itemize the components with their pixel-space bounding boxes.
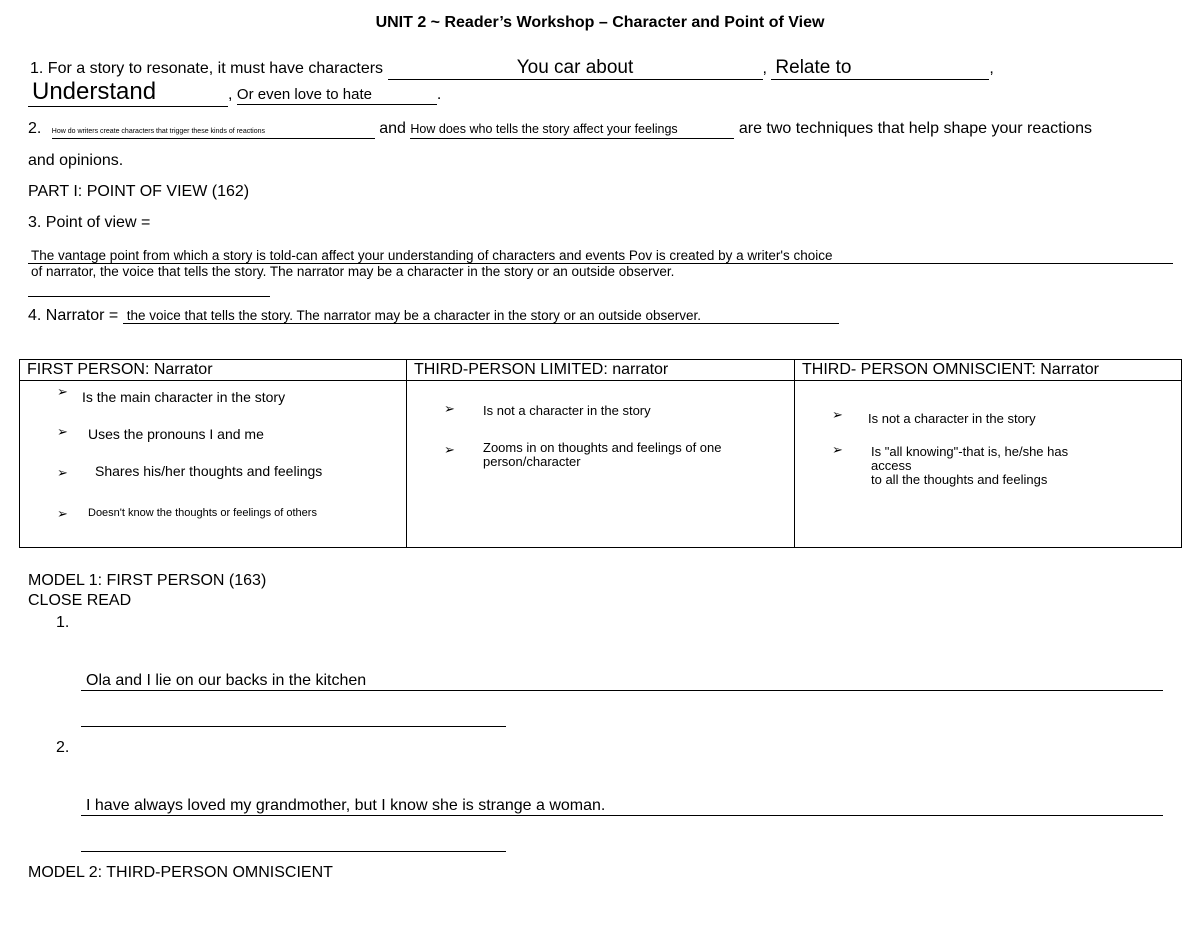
list-item: Is the main character in the story bbox=[82, 389, 286, 405]
bullet-arrow-icon: ➢ bbox=[57, 506, 68, 521]
item-1-answer-line bbox=[81, 672, 1163, 691]
q1-comma: , bbox=[762, 60, 767, 77]
list-item: Shares his/her thoughts and feelings bbox=[95, 463, 323, 479]
q3-answer-2: of narrator, the voice that tells the story. The narrator may be a character in the story or an outside observer. bbox=[31, 264, 675, 279]
item-2-blank bbox=[81, 797, 1163, 816]
item-2-answer-line bbox=[81, 797, 1163, 816]
question-2 bbox=[28, 120, 1092, 139]
q2-number: 2. bbox=[28, 120, 42, 137]
model-1-heading: MODEL 1: FIRST PERSON (163) bbox=[28, 572, 267, 589]
first-person-cell bbox=[20, 381, 407, 548]
q3-answer-line-1 bbox=[28, 247, 1170, 265]
q1-answer-1: You car about bbox=[516, 57, 634, 78]
list-item: Is not a character in the story bbox=[868, 411, 1036, 426]
item-1-extra-line bbox=[81, 712, 506, 732]
header-first-person: FIRST PERSON: Narrator bbox=[20, 360, 407, 381]
bullet-arrow-icon: ➢ bbox=[57, 424, 68, 439]
q4-label: 4. Narrator = bbox=[28, 307, 119, 324]
q1-answer-3: Understand bbox=[32, 78, 157, 105]
q1-blank-3 bbox=[28, 78, 228, 107]
model-2-heading: MODEL 2: THIRD-PERSON OMNISCIENT bbox=[28, 864, 333, 881]
bullet-arrow-icon: ➢ bbox=[57, 384, 68, 399]
q2-continuation: and opinions. bbox=[28, 152, 124, 169]
question-4 bbox=[28, 307, 839, 325]
part-1-heading: PART I: POINT OF VIEW (162) bbox=[28, 183, 250, 200]
q2-blank-2 bbox=[410, 120, 734, 139]
worksheet-title: UNIT 2 ~ Reader’s Workshop – Character and Point of View bbox=[375, 14, 825, 31]
q2-and: and bbox=[379, 120, 406, 137]
close-read-heading: CLOSE READ bbox=[28, 592, 132, 609]
table-body-row bbox=[20, 381, 1182, 548]
third-limited-cell bbox=[407, 381, 795, 548]
q1-blank-4 bbox=[237, 86, 437, 105]
point-of-view-table bbox=[19, 359, 1182, 548]
q1-prompt: 1. For a story to resonate, it must have characters bbox=[30, 60, 384, 77]
item-2-extra-line bbox=[81, 837, 506, 857]
item-1-blank bbox=[81, 672, 1163, 691]
item-1-answer: Ola and I lie on our backs in the kitchen bbox=[86, 672, 367, 689]
q2-answer-1: How do writers create characters that trigger these kinds of reactions bbox=[51, 128, 266, 135]
q1-comma: , bbox=[228, 86, 233, 103]
bullet-arrow-icon: ➢ bbox=[832, 407, 843, 422]
bullet-arrow-icon: ➢ bbox=[57, 465, 68, 480]
q2-answer-2: How does who tells the story affect your feelings bbox=[410, 122, 678, 136]
q2-suffix: are two techniques that help shape your reactions bbox=[738, 120, 1092, 137]
bullet-arrow-icon: ➢ bbox=[832, 442, 843, 457]
question-1 bbox=[30, 57, 994, 80]
q1-comma: , bbox=[989, 60, 994, 77]
q4-answer: the voice that tells the story. The narrator may be a character in the story or an outside observer. bbox=[126, 308, 702, 323]
q1-blank-2 bbox=[771, 57, 989, 80]
item-1-blank-2 bbox=[81, 712, 506, 727]
item-2-answer: I have always loved my grandmother, but I know she is strange a woman. bbox=[86, 797, 606, 814]
bullet-arrow-icon: ➢ bbox=[444, 401, 455, 416]
bullet-arrow-icon: ➢ bbox=[444, 442, 455, 457]
item-2-blank-2 bbox=[81, 837, 506, 852]
q1-answer-2: Relate to bbox=[775, 57, 852, 78]
q1-period: . bbox=[436, 86, 442, 103]
q3-answer-line-3 bbox=[28, 281, 270, 302]
question-3-label: 3. Point of view = bbox=[28, 214, 151, 231]
q4-blank bbox=[123, 308, 839, 324]
list-item: Is "all knowing"-that is, he/she has access to all the thoughts and feelings bbox=[871, 444, 1069, 487]
list-item: Doesn't know the thoughts or feelings of others bbox=[88, 507, 317, 519]
q1-answer-4: Or even love to hate bbox=[236, 86, 372, 103]
q1-blank-1 bbox=[388, 57, 763, 80]
question-1-continued bbox=[28, 78, 441, 107]
table-header-row bbox=[20, 360, 1182, 381]
third-omniscient-cell bbox=[795, 381, 1182, 548]
list-item: Zooms in on thoughts and feelings of one person/character bbox=[483, 440, 722, 469]
q3-blank-3 bbox=[28, 281, 270, 297]
item-1-number: 1. bbox=[56, 614, 70, 631]
header-third-limited: THIRD-PERSON LIMITED: narrator bbox=[407, 360, 795, 381]
item-2-number: 2. bbox=[56, 739, 70, 756]
header-third-omniscient: THIRD- PERSON OMNISCIENT: Narrator bbox=[795, 360, 1182, 381]
q3-answer-1: The vantage point from which a story is told-can affect your understanding of characters and events Pov is created by a writer's choice bbox=[28, 248, 1173, 264]
list-item: Is not a character in the story bbox=[483, 403, 651, 418]
list-item: Uses the pronouns I and me bbox=[88, 426, 264, 442]
q2-blank-1 bbox=[52, 120, 375, 139]
